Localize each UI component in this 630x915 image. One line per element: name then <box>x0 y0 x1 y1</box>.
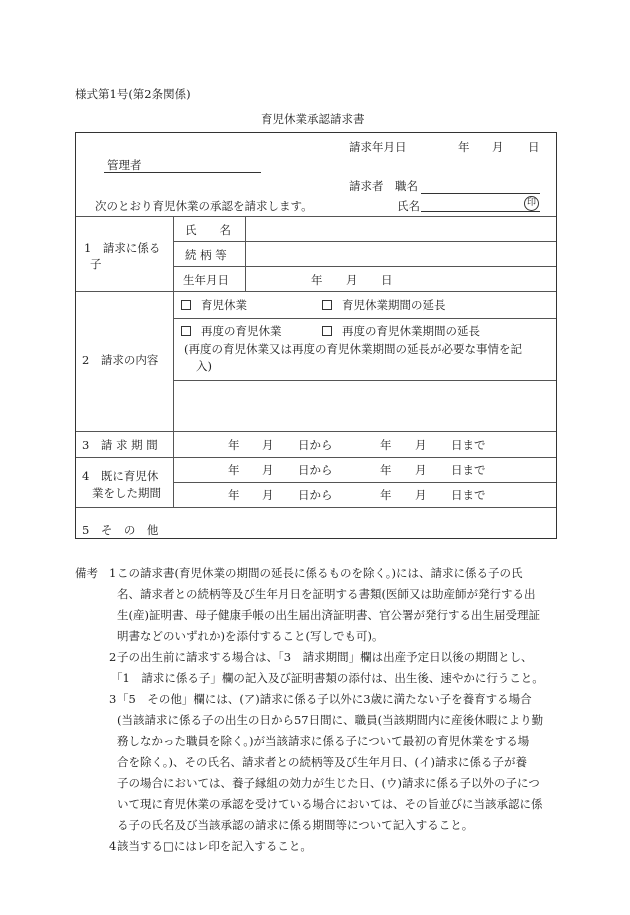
position-underline <box>421 193 540 194</box>
row-divider <box>173 241 556 242</box>
option-label: 育児休業 <box>201 298 247 312</box>
seal-mark: 印 <box>524 196 539 211</box>
note-line: 子の場合においては、養子縁組の効力が生じた日、(ウ)請求に係る子以外の子につ <box>117 776 540 790</box>
row-divider <box>173 318 556 319</box>
period-to-month: 月 <box>415 438 427 452</box>
request-day: 日 <box>528 140 540 154</box>
request-year: 年 <box>458 140 470 154</box>
row-divider <box>173 482 556 483</box>
section1-label: 1 請求に係る <box>84 241 161 255</box>
note-line: 「1 請求に係る子」欄の記入及び証明書類の添付は、出生後、速やかに行うこと。 <box>111 671 544 685</box>
requester-label: 請求者 <box>349 179 384 193</box>
section2-label: 2 請求の内容 <box>82 353 159 367</box>
period-to-year: 年 <box>380 438 392 452</box>
note-line: 「5 その他」欄には、(ア)請求に係る子以外に3歳に満たない子を養育する場合 <box>117 692 532 706</box>
option-repeat-extension[interactable] <box>322 323 480 339</box>
note-line: 明書などのいずれか)を添付すること(写しでも可)。 <box>117 629 384 643</box>
note-item <box>75 836 565 857</box>
section5-label: 5 そ の 他 <box>82 523 159 537</box>
note-line: 務しなかった職員を除く。)が当該請求に係る子について最初の育児休業をする場 <box>117 734 530 748</box>
birth-month: 月 <box>346 273 358 287</box>
birth-day: 日 <box>381 273 393 287</box>
prior1-to-month: 月 <box>415 463 427 477</box>
note-number: 4 <box>109 839 117 853</box>
note-line: この請求書(育児休業の期間の延長に係るものを除く。)には、請求に係る子の氏 <box>117 566 523 580</box>
prior1-from-day: 日から <box>298 463 333 477</box>
checkbox[interactable] <box>322 326 332 336</box>
notes-section <box>75 563 565 857</box>
prior2-to-year: 年 <box>380 488 392 502</box>
prior2-to-day: 日まで <box>451 488 486 502</box>
request-date-label: 請求年月日 <box>349 140 407 154</box>
note-item <box>75 689 565 836</box>
page-title: 育児休業承認請求書 <box>261 112 365 126</box>
note-line: 子の出生前に請求する場合は、「3 請求期間」欄は出産予定日以後の期間とし、 <box>117 650 533 664</box>
position-label: 職名 <box>395 179 418 193</box>
note-line: 生(産)証明書、母子健康手帳の出生届出済証明書、官公署が発行する出生届受理証 <box>117 608 540 622</box>
column-divider <box>245 216 246 291</box>
checkbox[interactable] <box>181 326 191 336</box>
option-label: 再度の育児休業期間の延長 <box>342 324 480 338</box>
row-divider <box>76 507 556 508</box>
section4-label-cont: 業をした期間 <box>92 486 161 500</box>
note-line: 該当する□にはレ印を記入すること。 <box>117 839 312 853</box>
name-underline <box>421 211 540 212</box>
period-from-day: 日から <box>298 438 333 452</box>
note-item <box>75 563 565 647</box>
period-to-day: 日まで <box>451 438 486 452</box>
prior2-from-year: 年 <box>228 488 240 502</box>
section4-label: 4 既に育児休 <box>82 469 159 483</box>
option-label: 再度の育児休業 <box>201 324 282 338</box>
row-divider <box>76 291 556 292</box>
prior1-to-year: 年 <box>380 463 392 477</box>
note-line: 合を除く。)、その氏名、請求者との続柄等及び生年月日、(イ)請求に係る子が養 <box>117 755 527 769</box>
name-label: 氏名 <box>397 199 420 213</box>
checkbox[interactable] <box>322 300 332 310</box>
section3-label: 3 請 求 期 間 <box>82 438 158 452</box>
option-repeat-leave[interactable] <box>181 323 282 339</box>
row-divider <box>173 266 556 267</box>
reason-instruction: (再度の育児休業又は再度の育児休業期間の延長が必要な事情を記 <box>184 342 522 356</box>
manager-underline <box>104 172 261 173</box>
section1-label-cont: 子 <box>90 257 102 271</box>
period-from-year: 年 <box>228 438 240 452</box>
manager-label: 管理者 <box>107 158 142 172</box>
note-line: 名、請求者との続柄等及び生年月日を証明する書類(医師又は助産師が発行する出 <box>117 587 536 601</box>
note-line: (当該請求に係る子の出生の日から57日間に、職員(当該期間内に産後休暇により勤 <box>117 713 544 727</box>
form-number: 様式第1号(第2条関係) <box>75 87 191 101</box>
note-number: 2 <box>109 650 117 664</box>
prior1-from-month: 月 <box>262 463 274 477</box>
child-birth-label: 生年月日 <box>183 273 229 287</box>
prior1-to-day: 日まで <box>451 463 486 477</box>
option-extension[interactable] <box>322 297 446 313</box>
row-divider <box>76 431 556 432</box>
option-childcare-leave[interactable] <box>181 297 247 313</box>
row-divider <box>76 216 556 217</box>
request-statement: 次のとおり育児休業の承認を請求します。 <box>95 199 313 213</box>
reason-instruction-cont: 入) <box>196 359 212 373</box>
note-line: る子の氏名及び当該承認の請求に係る期間等について記入すること。 <box>117 818 474 832</box>
birth-year: 年 <box>311 273 323 287</box>
request-month: 月 <box>492 140 504 154</box>
column-divider <box>173 216 174 507</box>
prior2-to-month: 月 <box>415 488 427 502</box>
row-divider <box>76 457 556 458</box>
child-name-label: 氏 名 <box>185 223 231 237</box>
row-divider <box>173 380 556 381</box>
option-label: 育児休業期間の延長 <box>342 298 446 312</box>
note-item <box>75 647 565 689</box>
period-from-month: 月 <box>262 438 274 452</box>
note-line: いて現に育児休業の承認を受けている場合においては、その旨並びに当該承認に係 <box>117 797 543 811</box>
child-relation-label: 続 柄 等 <box>185 248 227 262</box>
notes-lead: 備考 <box>75 566 98 580</box>
note-number: 1 <box>109 566 117 580</box>
checkbox[interactable] <box>181 300 191 310</box>
prior2-from-month: 月 <box>262 488 274 502</box>
prior1-from-year: 年 <box>228 463 240 477</box>
prior2-from-day: 日から <box>298 488 333 502</box>
note-number: 3 <box>109 692 117 706</box>
